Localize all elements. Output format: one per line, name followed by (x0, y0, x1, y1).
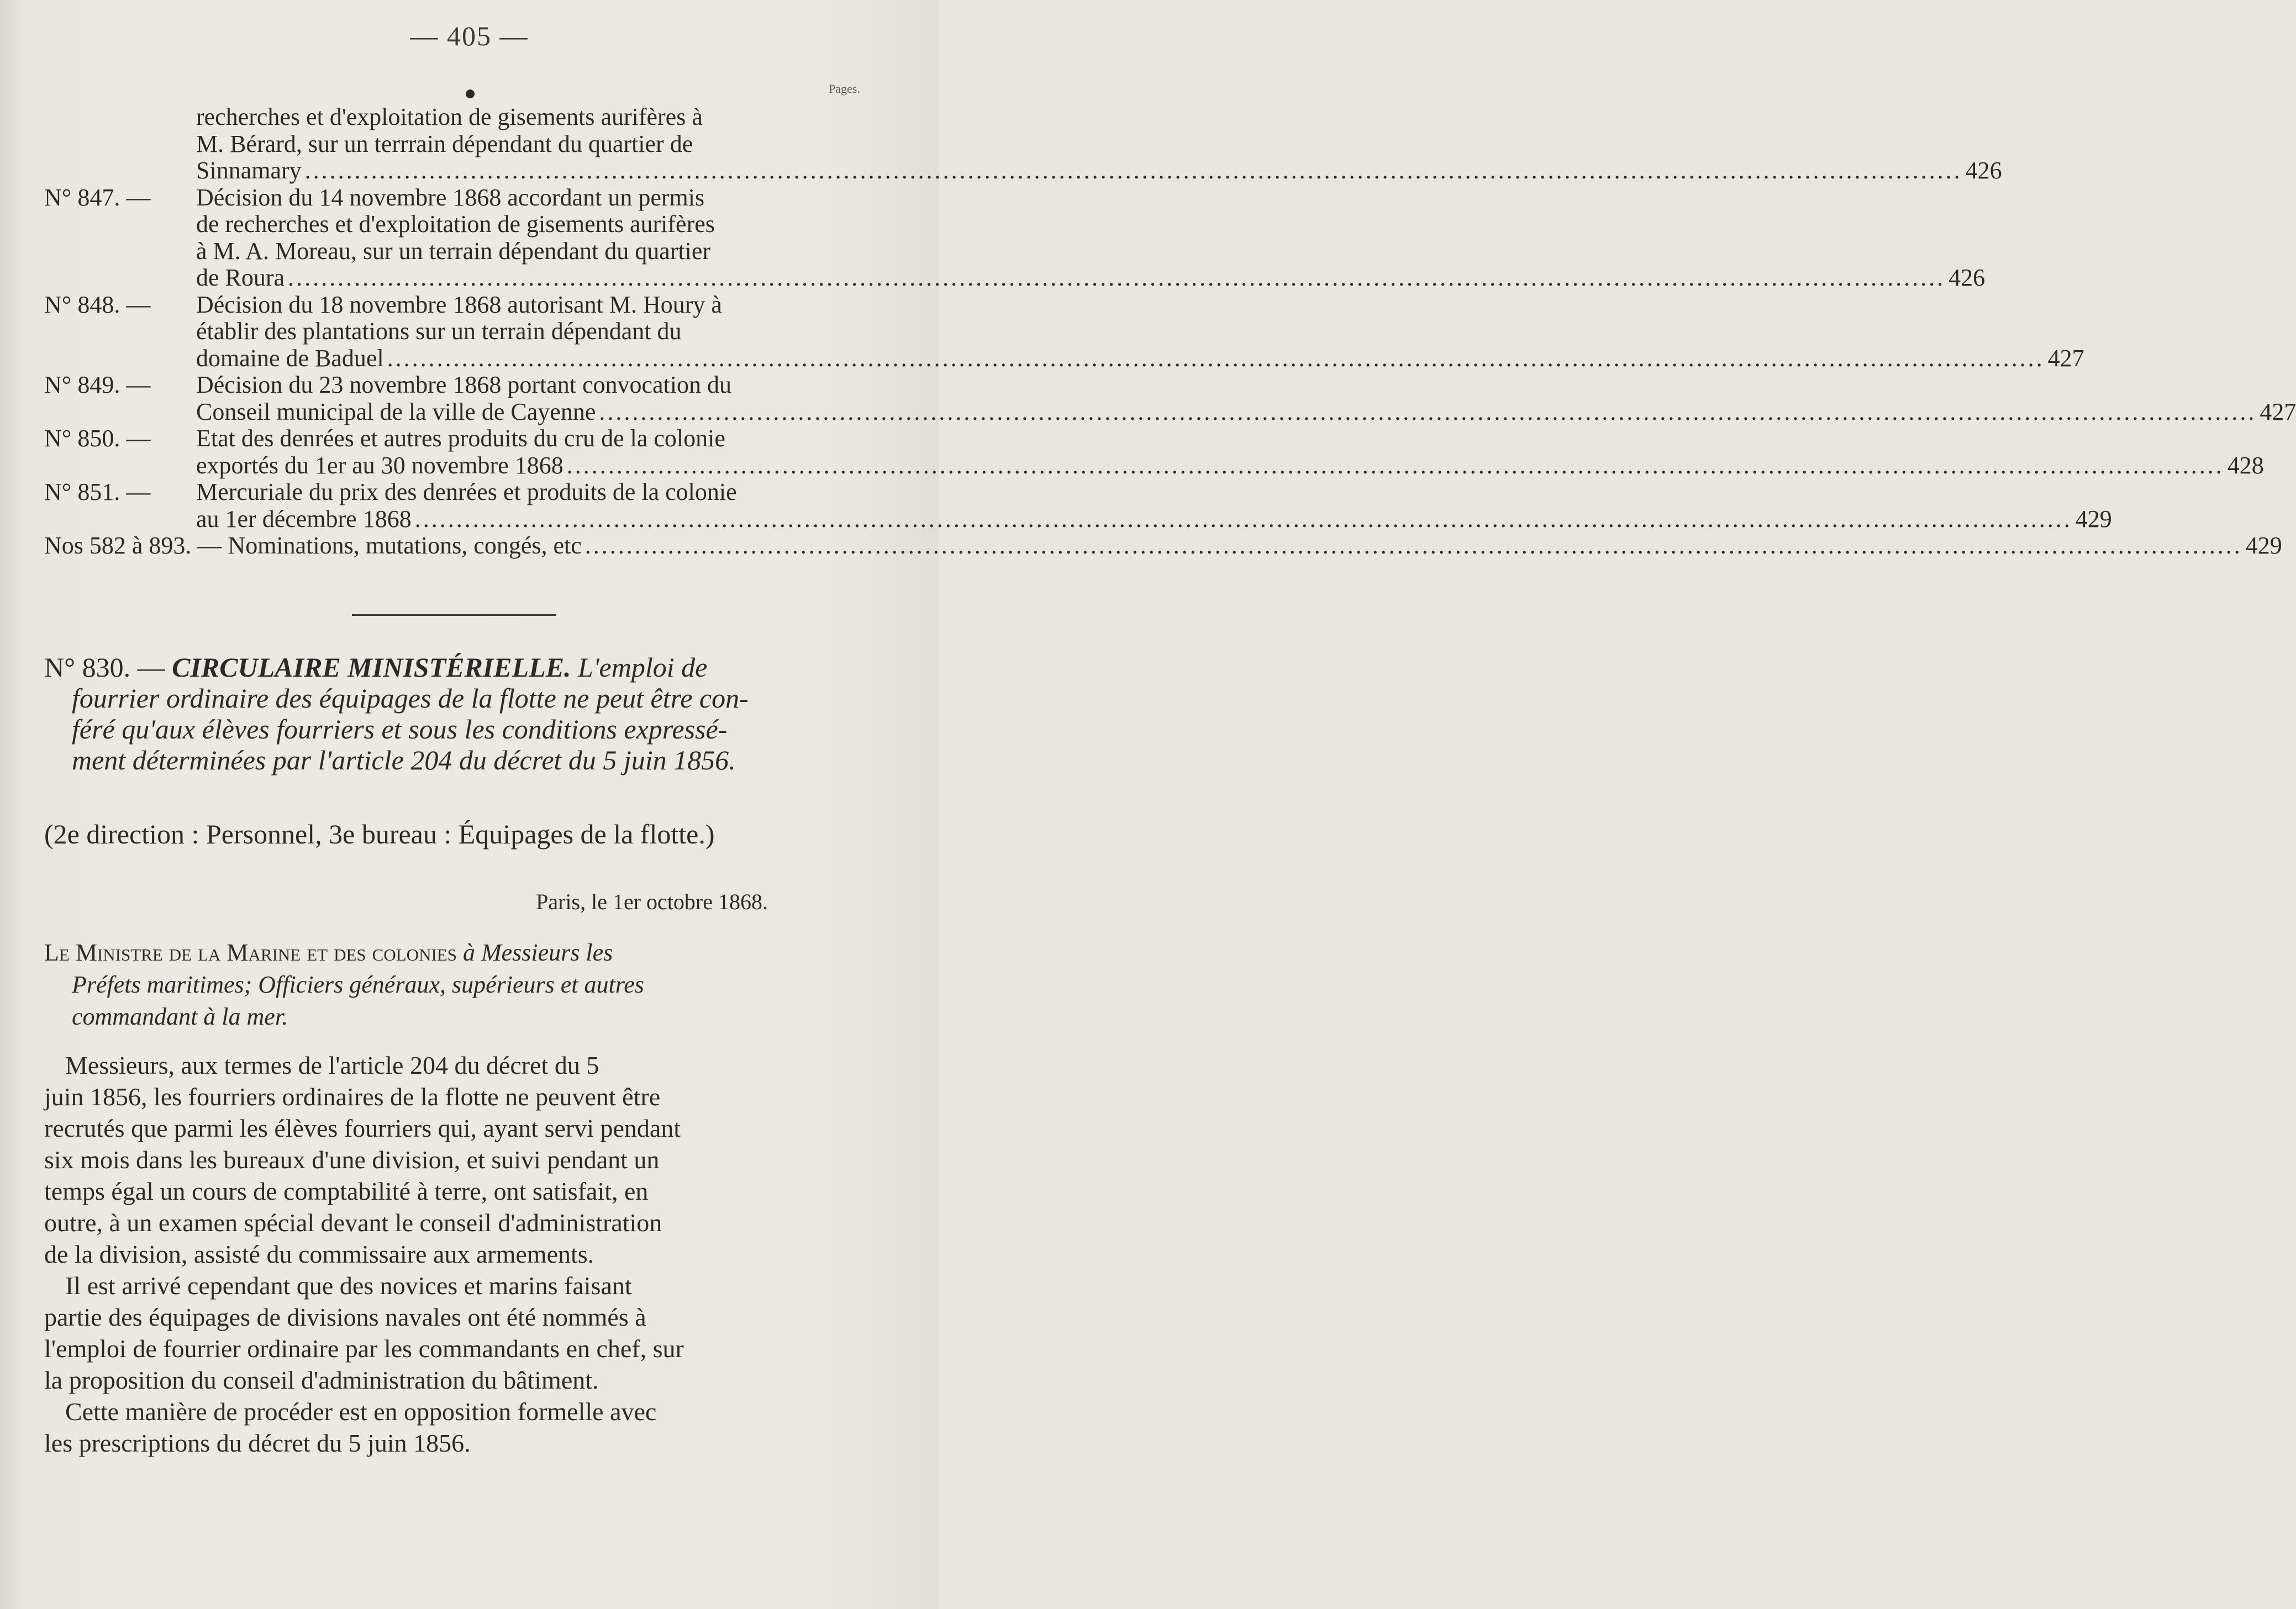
addressee-line-2: Préfets maritimes; Officiers généraux, supérieurs et autres (72, 971, 644, 998)
body-line: Cette manière de procéder est en opposition formelle avec (65, 1397, 657, 1426)
toc-entry-text: au 1er décembre 1868 (196, 505, 412, 532)
toc-entry-number: N° 847. — (44, 183, 151, 211)
toc-entry-line (44, 318, 873, 345)
toc-entry-line (44, 131, 873, 158)
toc-dot-leader: ........................................................................................................................................................................................................ (288, 264, 1946, 291)
circular-title-line-4: ment déterminées par l'article 204 du décret du 5 juin 1856. (72, 745, 736, 776)
page-number: — 405 — (410, 20, 529, 51)
toc-entry-text: recherches et d'exploitation de gisements aurifères à (196, 103, 703, 130)
toc-entry-line (44, 238, 873, 265)
body-line: partie des équipages de divisions navales ont été nommés à (44, 1303, 646, 1331)
circular-title-line-3: féré qu'aux élèves fourriers et sous les conditions expressé- (72, 714, 728, 745)
toc-page-number: 426 (1965, 157, 2002, 184)
toc-entry-line (44, 264, 1986, 292)
addressee-line-3: commandant à la mer. (72, 1003, 288, 1030)
addressee (44, 937, 878, 1033)
toc-entry-number: N° 850. — (44, 425, 151, 452)
toc-entry-text: Etat des denrées et autres produits du cru de la colonie (196, 425, 725, 452)
toc-entry-text: Décision du 18 novembre 1868 autorisant M. Houry à (196, 291, 722, 318)
dateline: Paris, le 1er octobre 1868. (536, 889, 768, 914)
toc-page-number: 428 (2227, 451, 2264, 479)
toc-entry-number: N° 849. — (44, 371, 151, 398)
toc-entry-line (44, 344, 2084, 372)
addressee-sender: Le Ministre de la Marine et des colonies (44, 939, 457, 966)
toc-entry-line (44, 451, 2264, 479)
toc-page-number: 426 (1949, 264, 1986, 291)
body-line: Il est arrivé cependant que des novices et marins faisant (65, 1272, 632, 1300)
body-line: les prescriptions du décret du 5 juin 1856. (44, 1429, 471, 1457)
body-line: temps égal un cours de comptabilité à terre, ont satisfait, en (44, 1177, 649, 1205)
body-line: outre, à un examen spécial devant le conseil d'administration (44, 1209, 662, 1237)
toc-dot-leader: ........................................................................................................................................................................................................ (414, 505, 2072, 532)
toc-entry-text: Sinnamary (196, 157, 302, 184)
toc-dot-leader: ........................................................................................................................................................................................................ (599, 398, 2257, 425)
toc-entry-number: N° 851. — (44, 478, 151, 505)
body-line: l'emploi de fourrier ordinaire par les commandants en chef, sur (44, 1334, 684, 1363)
toc-entry-text: Conseil municipal de la ville de Cayenne (196, 398, 596, 425)
toc-entry-line (44, 372, 873, 399)
toc-dot-leader: ........................................................................................................................................................................................................ (387, 344, 2045, 372)
toc-entry-text: Nos 582 à 893. — Nominations, mutations, congés, etc (44, 532, 582, 559)
toc-entry-text: de Roura (196, 264, 285, 291)
toc-entry-text: domaine de Baduel (196, 344, 384, 372)
direction-line: (2e direction : Personnel, 3e bureau : Équipages de la flotte.) (44, 819, 715, 850)
toc-entry-text: M. Bérard, sur un terrrain dépendant du quartier de (196, 130, 693, 157)
toc-entry-line (44, 211, 873, 238)
toc-dot-leader: ........................................................................................................................................................................................................ (304, 157, 1962, 184)
toc-entry-line (44, 479, 873, 506)
toc-page-number: 429 (2075, 505, 2112, 532)
body-line: recrutés que parmi les élèves fourriers qui, ayant servi pendant (44, 1114, 681, 1142)
circular-body (44, 1049, 878, 1459)
toc-entry-line (44, 532, 2282, 560)
toc-entry-text: exportés du 1er au 30 novembre 1868 (196, 451, 564, 479)
circular-number: N° 830. — (44, 652, 165, 683)
toc-entry-line (44, 425, 873, 452)
toc-entry-text: Mercuriale du prix des denrées et produits de la colonie (196, 478, 737, 505)
circular-title-line-2: fourrier ordinaire des équipages de la flotte ne peut être con- (72, 683, 749, 714)
toc-entry-line (44, 157, 2002, 184)
body-line: Messieurs, aux termes de l'article 204 du décret du 5 (65, 1051, 599, 1079)
toc-entry-text: Décision du 23 novembre 1868 portant convocation du (196, 371, 732, 398)
toc-entry-line (44, 505, 2112, 533)
circular-title-line-1: L'emploi de (578, 652, 708, 683)
toc-entry-text: Décision du 14 novembre 1868 accordant un permis (196, 183, 705, 211)
body-line: juin 1856, les fourriers ordinaires de la flotte ne peuvent être (44, 1083, 661, 1111)
bullet-mark (466, 89, 475, 98)
table-of-contents (44, 103, 2296, 560)
toc-entry-line (44, 184, 873, 212)
toc-dot-leader: ........................................................................................................................................................................................................ (584, 532, 2242, 559)
addressee-line-1: à Messieurs les (462, 939, 613, 966)
circular-title (44, 652, 878, 776)
circular-heading: CIRCULAIRE MINISTÉRIELLE. (172, 652, 571, 683)
pages-column-label: Pages. (829, 82, 860, 96)
toc-entry-text: de recherches et d'exploitation de gisements aurifères (196, 210, 715, 238)
toc-dot-leader: ........................................................................................................................................................................................................ (566, 451, 2224, 479)
body-line: de la division, assisté du commissaire aux armements. (44, 1240, 594, 1268)
toc-entry-text: à M. A. Moreau, sur un terrain dépendant du quartier (196, 237, 711, 265)
toc-entry-number: N° 848. — (44, 291, 151, 318)
toc-entry-line (44, 104, 873, 131)
body-line: six mois dans les bureaux d'une division, et suivi pendant un (44, 1146, 660, 1174)
toc-page-number: 427 (2260, 398, 2296, 425)
toc-entry-line (44, 398, 2296, 426)
body-line: la proposition du conseil d'administration du bâtiment. (44, 1366, 599, 1394)
section-divider (352, 614, 556, 616)
toc-entry-line (44, 292, 873, 319)
toc-entry-text: établir des plantations sur un terrain dépendant du (196, 318, 682, 345)
toc-page-number: 427 (2047, 344, 2084, 372)
toc-page-number: 429 (2245, 532, 2282, 559)
